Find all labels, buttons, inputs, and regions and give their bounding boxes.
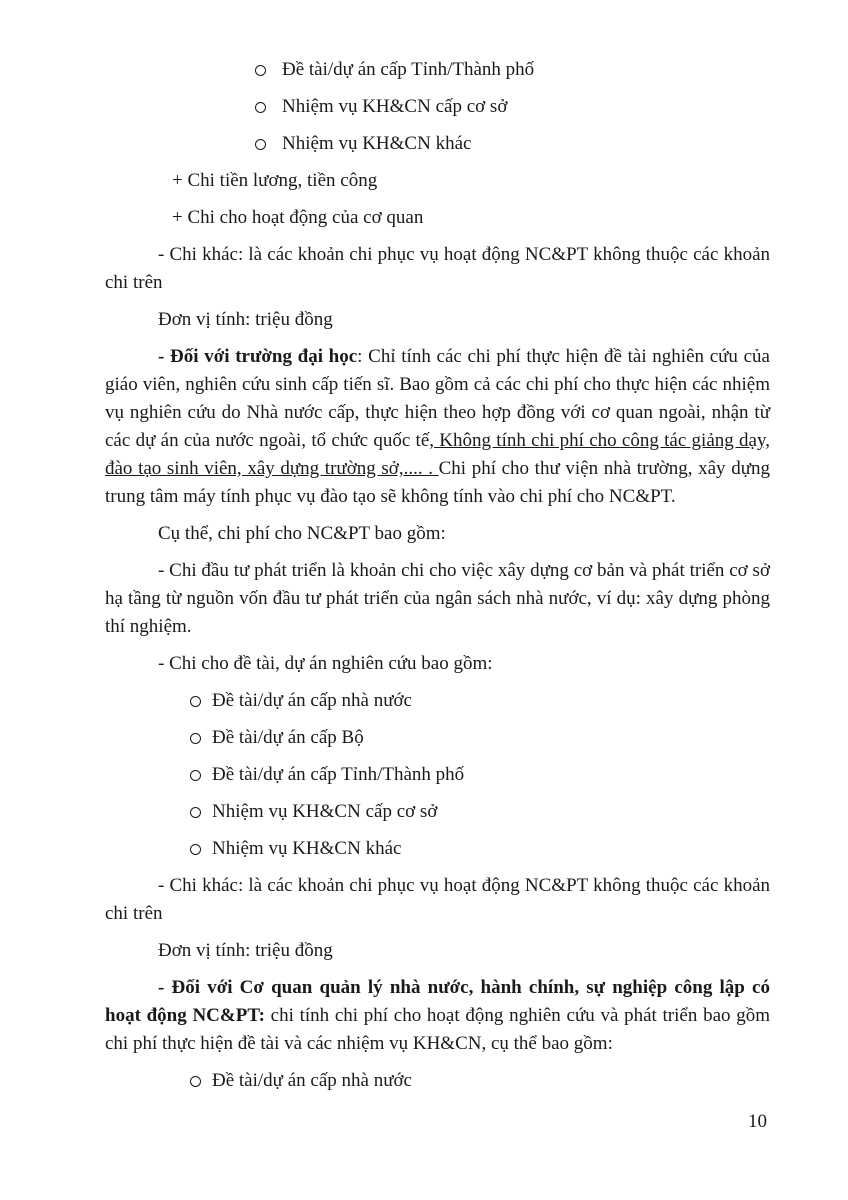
paragraph: Cụ thể, chi phí cho NC&PT bao gồm: [158,523,446,544]
rich-paragraph [105,343,770,511]
text-segment-normal: Chi phí cho thư viện nhà trường, xây dựng trung tâm máy tính phục vụ đào tạo sẽ không tính vào chi phí cho NC&PT. [105,458,770,507]
text-segment-normal: chi tính chi phí cho hoạt động nghiên cứu và phát triển bao gồm chi phí thực hiện đề tài và các nhiệm vụ KH&CN, cụ thể bao gồm: [105,1005,770,1054]
paragraph: - Chi khác: là các khoản chi phục vụ hoạt động NC&PT không thuộc các khoản chi trên [105,244,770,293]
circle-bullet-icon [255,102,266,113]
circle-list-item [105,798,770,826]
circle-sublist-item [105,56,770,84]
bullet-item-text: Đề tài/dự án cấp nhà nước [212,1070,412,1091]
bullet-item-text: Đề tài/dự án cấp Tỉnh/Thành phố [212,764,465,785]
circle-sublist-item [105,93,770,121]
circle-bullet-icon [255,65,266,76]
circle-bullet-icon [190,844,201,855]
bullet-item-text: Đề tài/dự án cấp Tỉnh/Thành phố [282,59,535,80]
bullet-item-text: Đề tài/dự án cấp nhà nước [212,690,412,711]
paragraph: Đơn vị tính: triệu đồng [158,309,333,330]
paragraph: - Chi đầu tư phát triển là khoản chi cho việc xây dựng cơ bản và phát triển cơ sở hạ tầng từ nguồn vốn đầu tư phát triển của ngân sách nhà nước, ví dụ: xây dựng phòng thí nghiệm. [105,560,770,637]
text-segment-bold: - Đối với trường đại học [158,346,358,367]
paragraph: - Chi khác: là các khoản chi phục vụ hoạt động NC&PT không thuộc các khoản chi trên [105,875,770,924]
text-segment-bold: - Đối với Cơ quan quản lý nhà nước, hành chính, sự nghiệp công lập có hoạt động NC&PT: [105,977,770,1026]
circle-bullet-icon [190,770,201,781]
bullet-item-text: Nhiệm vụ KH&CN khác [212,838,402,859]
circle-list-item [105,1067,770,1095]
plus-list-item: + Chi cho hoạt động của cơ quan [172,207,424,228]
text-segment-underline: , Không tính chi phí cho công tác giảng dạy, đào tạo sinh viên, xây dựng trường sở,.... . [105,430,770,479]
circle-sublist-item [105,130,770,158]
circle-bullet-icon [190,807,201,818]
circle-bullet-icon [255,139,266,150]
paragraph: Đơn vị tính: triệu đồng [158,940,333,961]
page-number: 10 [748,1111,767,1132]
document-body [105,56,770,1104]
bullet-item-text: Nhiệm vụ KH&CN cấp cơ sở [212,801,438,822]
circle-list-item [105,835,770,863]
bullet-item-text: Đề tài/dự án cấp Bộ [212,727,364,748]
text-segment-normal: : Chỉ tính các chi phí thực hiện đề tài nghiên cứu của giáo viên, nghiên cứu sinh cấp tiến sĩ. Bao gồm cả các chi phí cho thực hiện các nhiệm vụ nghiên cứu do Nhà nước cấp, thực hiện theo hợp đồng với cơ quan ngoài, nhận từ các dự án của nước ngoài, tổ chức quốc tế [105,346,770,451]
circle-bullet-icon [190,696,201,707]
circle-list-item [105,724,770,752]
paragraph: - Chi cho đề tài, dự án nghiên cứu bao gồm: [158,653,493,674]
circle-bullet-icon [190,733,201,744]
bullet-item-text: Nhiệm vụ KH&CN khác [282,133,472,154]
circle-list-item [105,687,770,715]
circle-list-item [105,761,770,789]
circle-bullet-icon [190,1076,201,1087]
bullet-item-text: Nhiệm vụ KH&CN cấp cơ sở [282,96,508,117]
plus-list-item: + Chi tiền lương, tiền công [172,170,378,191]
rich-paragraph [105,974,770,1058]
